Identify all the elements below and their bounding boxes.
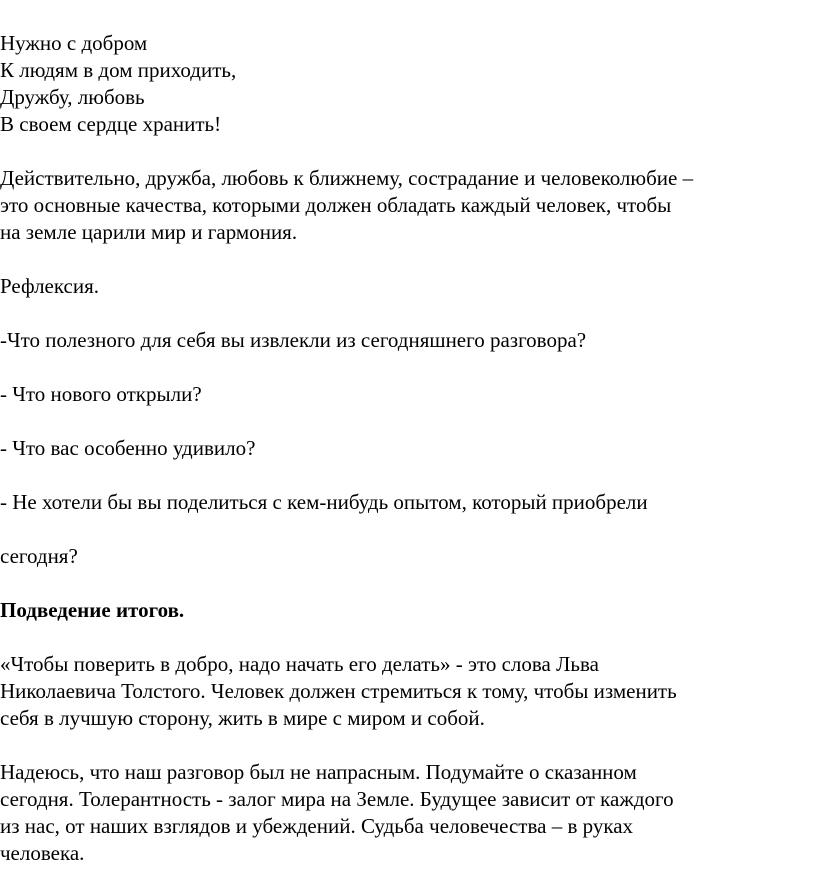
paragraph-spacer — [0, 462, 810, 489]
question-text: - Что вас особенно удивило? — [0, 436, 256, 460]
reflection-question — [0, 327, 810, 354]
reflection-question — [0, 489, 810, 516]
commentary-line: на земле царили мир и гармония. — [0, 220, 298, 244]
paragraph-spacer — [0, 138, 810, 165]
tolstoy-quote-paragraph — [0, 651, 810, 732]
summary-heading-paragraph — [0, 597, 810, 624]
question-text: -Что полезного для себя вы извлекли из сегодняшнего разговора? — [0, 328, 587, 352]
paragraph-spacer — [0, 300, 810, 327]
commentary-line: это основные качества, которыми должен обладать каждый человек, чтобы — [0, 193, 672, 217]
paragraph-spacer — [0, 570, 810, 597]
reflection-heading-paragraph — [0, 273, 810, 300]
closing-paragraph — [0, 759, 810, 867]
paragraph-spacer — [0, 354, 810, 381]
quote-line: Николаевича Толстого. Человек должен стремиться к тому, чтобы изменить — [0, 679, 677, 703]
commentary-paragraph — [0, 165, 810, 246]
paragraph-spacer — [0, 624, 810, 651]
poem-line: Дружбу, любовь — [0, 85, 145, 109]
quote-line: «Чтобы поверить в добро, надо начать его делать» - это слова Льва — [0, 652, 599, 676]
paragraph-spacer — [0, 246, 810, 273]
question-text: - Не хотели бы вы поделиться с кем-нибудь опытом, который приобрели — [0, 490, 648, 514]
paragraph-spacer — [0, 408, 810, 435]
poem-stanza — [0, 30, 810, 138]
reflection-question — [0, 435, 810, 462]
quote-line: себя в лучшую сторону, жить в мире с миром и собой. — [0, 706, 485, 730]
poem-line: Нужно с добром — [0, 31, 148, 55]
closing-line: человека. — [0, 841, 85, 865]
question-text: сегодня? — [0, 544, 78, 568]
poem-line: К людям в дом приходить, — [0, 58, 237, 82]
document-body — [0, 30, 810, 867]
closing-line: сегодня. Толерантность - залог мира на Земле. Будущее зависит от каждого — [0, 787, 674, 811]
paragraph-spacer — [0, 732, 810, 759]
paragraph-spacer — [0, 516, 810, 543]
commentary-line: Действительно, дружба, любовь к ближнему, сострадание и человеколюбие – — [0, 166, 694, 190]
reflection-heading: Рефлексия. — [0, 274, 100, 298]
closing-line: Надеюсь, что наш разговор был не напрасным. Подумайте о сказанном — [0, 760, 637, 784]
closing-line: из нас, от наших взглядов и убеждений. Судьба человечества – в руках — [0, 814, 634, 838]
reflection-question-continuation — [0, 543, 810, 570]
question-text: - Что нового открыли? — [0, 382, 202, 406]
reflection-question — [0, 381, 810, 408]
summary-heading: Подведение итогов. — [0, 598, 185, 622]
poem-line: В своем сердце хранить! — [0, 112, 222, 136]
